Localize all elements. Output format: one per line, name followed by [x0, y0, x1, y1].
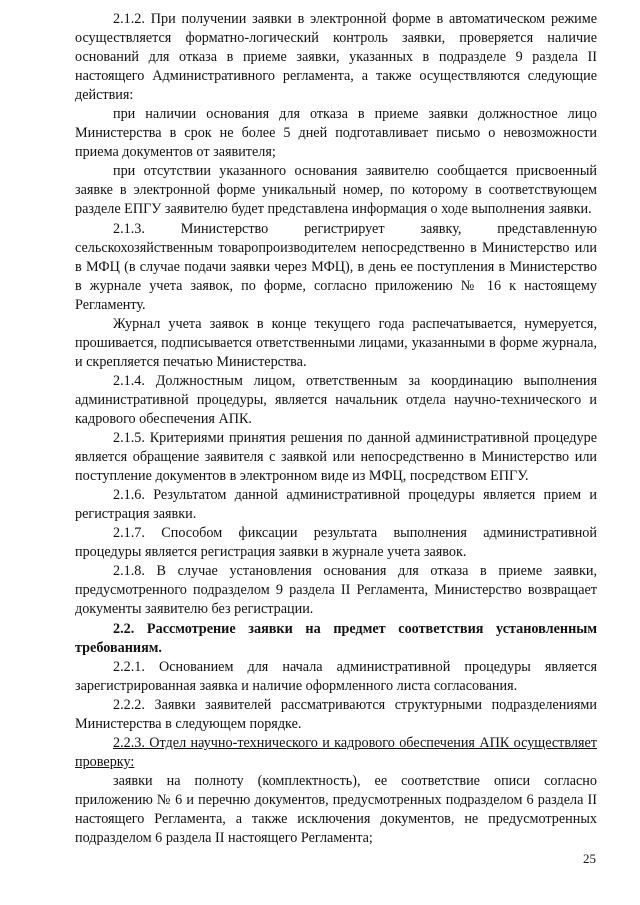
- paragraph-2-2-2: 2.2.2. Заявки заявителей рассматриваются структурными подразделениями Министерства в следующем порядке.: [75, 696, 597, 732]
- document-page: [75, 10, 597, 848]
- paragraph-no-refusal: при отсутствии указанного основания заявителю сообщается присвоенный заявке в электронной форме уникальный номер, по которому в соответствующем разделе ЕПГУ заявителю будет представлена информация о ходе выполнения заявки.: [75, 163, 597, 218]
- paragraph-2-2-1: 2.2.1. Основанием для начала административной процедуры является зарегистрированная заявка и наличие оформленного листа согласования.: [75, 658, 597, 694]
- paragraph-2-1-7: 2.1.7. Способом фиксации результата выполнения административной процедуры является регистрация заявки в журнале учета заявок.: [75, 525, 597, 561]
- paragraph-2-1-8: 2.1.8. В случае установления основания для отказа в приеме заявки, предусмотренного подразделом 9 раздела II Регламента, Министерство возвращает документы заявителю без регистрации.: [75, 563, 597, 618]
- page-number: 25: [583, 851, 596, 866]
- paragraph-2-1-6: 2.1.6. Результатом данной административной процедуры является прием и регистрация заявки.: [75, 487, 597, 523]
- paragraph-journal: Журнал учета заявок в конце текущего года распечатывается, нумеруется, прошивается, подписывается ответственными лицами, указанными в форме журнала, и скрепляется печатью Министерства.: [75, 315, 597, 370]
- paragraph-2-1-5: 2.1.5. Критериями принятия решения по данной административной процедуре является обращение заявителя с заявкой или непосредственно в Министерство или поступление документов в электронном виде из МФЦ, посредством ЕПГУ.: [75, 430, 597, 485]
- section-heading-2-2: 2.2. Рассмотрение заявки на предмет соответствия установленным требованиям.: [75, 620, 597, 656]
- paragraph-2-1-3: 2.1.3. Министерство регистрирует заявку, представленную сельскохозяйственным товаропроизводителем непосредственно в Министерство или в МФЦ (в случае подачи заявки через МФЦ), в день ее поступления в Министерство в журнале учета заявок, по форме, согласно приложению № 16 к настоящему Регламенту.: [75, 220, 597, 313]
- paragraph-2-1-2: 2.1.2. При получении заявки в электронной форме в автоматическом режиме осуществляется форматно-логический контроль заявки, проверяется наличие оснований для отказа в приеме заявки, указанных в подразделе 9 раздела II настоящего Административного регламента, а также осуществляются следующие действия:: [75, 11, 597, 104]
- paragraph-2-2-3-underlined: 2.2.3. Отдел научно-технического и кадрового обеспечения АПК осуществляет проверку:: [75, 734, 597, 770]
- paragraph-2-1-4: 2.1.4. Должностным лицом, ответственным за координацию выполнения административной процедуры, является начальник отдела научно-технического и кадрового обеспечения АПК.: [75, 372, 597, 427]
- paragraph-completeness: заявки на полноту (комплектность), ее соответствие описи согласно приложению № 6 и перечню документов, предусмотренных подразделом 6 раздела II настоящего Регламента, а также исключения документов, не предусмотренных подразделом 6 раздела II настоящего Регламента;: [75, 772, 597, 847]
- paragraph-refusal: при наличии основания для отказа в приеме заявки должностное лицо Министерства в срок не более 5 дней подготавливает письмо о невозможности приема документов от заявителя;: [75, 106, 597, 161]
